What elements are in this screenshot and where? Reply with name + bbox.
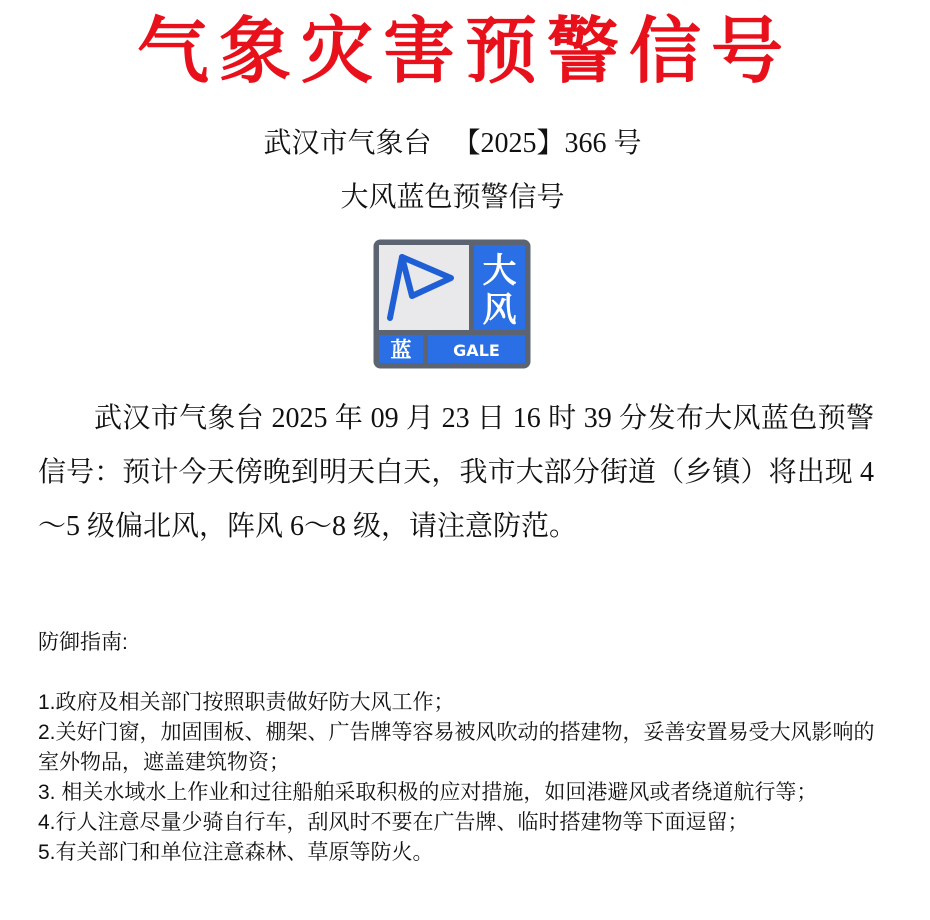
icon-english-label: GALE <box>453 341 500 360</box>
icon-char-bottom: 风 <box>482 290 517 330</box>
issuer-document-number: 武汉市气象台 【2025】366 号 <box>263 128 642 159</box>
icon-char-top: 大 <box>482 251 517 291</box>
guide-item: 2.关好门窗，加固围板、棚架、广告牌等容易被风吹动的搭建物，妥善安置易受大风影响的室外物品，遮盖建筑物资； <box>38 721 875 774</box>
document-headline: 气象灾害预警信号 <box>136 8 793 93</box>
guide-item: 4.行人注意尽量少骑自行车，刮风时不要在广告牌、临时搭建物等下面逗留； <box>38 811 749 834</box>
guide-item: 1.政府及相关部门按照职责做好防大风工作； <box>38 691 455 714</box>
guide-item: 5.有关部门和单位注意森林、草原等防火。 <box>38 841 434 864</box>
defense-guide-list <box>38 688 886 868</box>
guide-item: 3. 相关水域水上作业和过往船舶采取积极的应对措施，如回港避风或者绕道航行等； <box>38 781 818 804</box>
icon-level-char: 蓝 <box>390 338 412 362</box>
defense-guide-heading: 防御指南: <box>38 631 128 654</box>
gale-blue-warning-icon <box>372 238 532 370</box>
signal-title: 大风蓝色预警信号 <box>340 182 565 213</box>
warning-announcement: 武汉市气象台 2025 年 09 月 23 日 16 时 39 分发布大风蓝色预警信号：预计今天傍晚到明天白天，我市大部分街道（乡镇）将出现 4～5 级偏北风，阵风 6～8 级，请注意防范。 <box>38 403 874 542</box>
